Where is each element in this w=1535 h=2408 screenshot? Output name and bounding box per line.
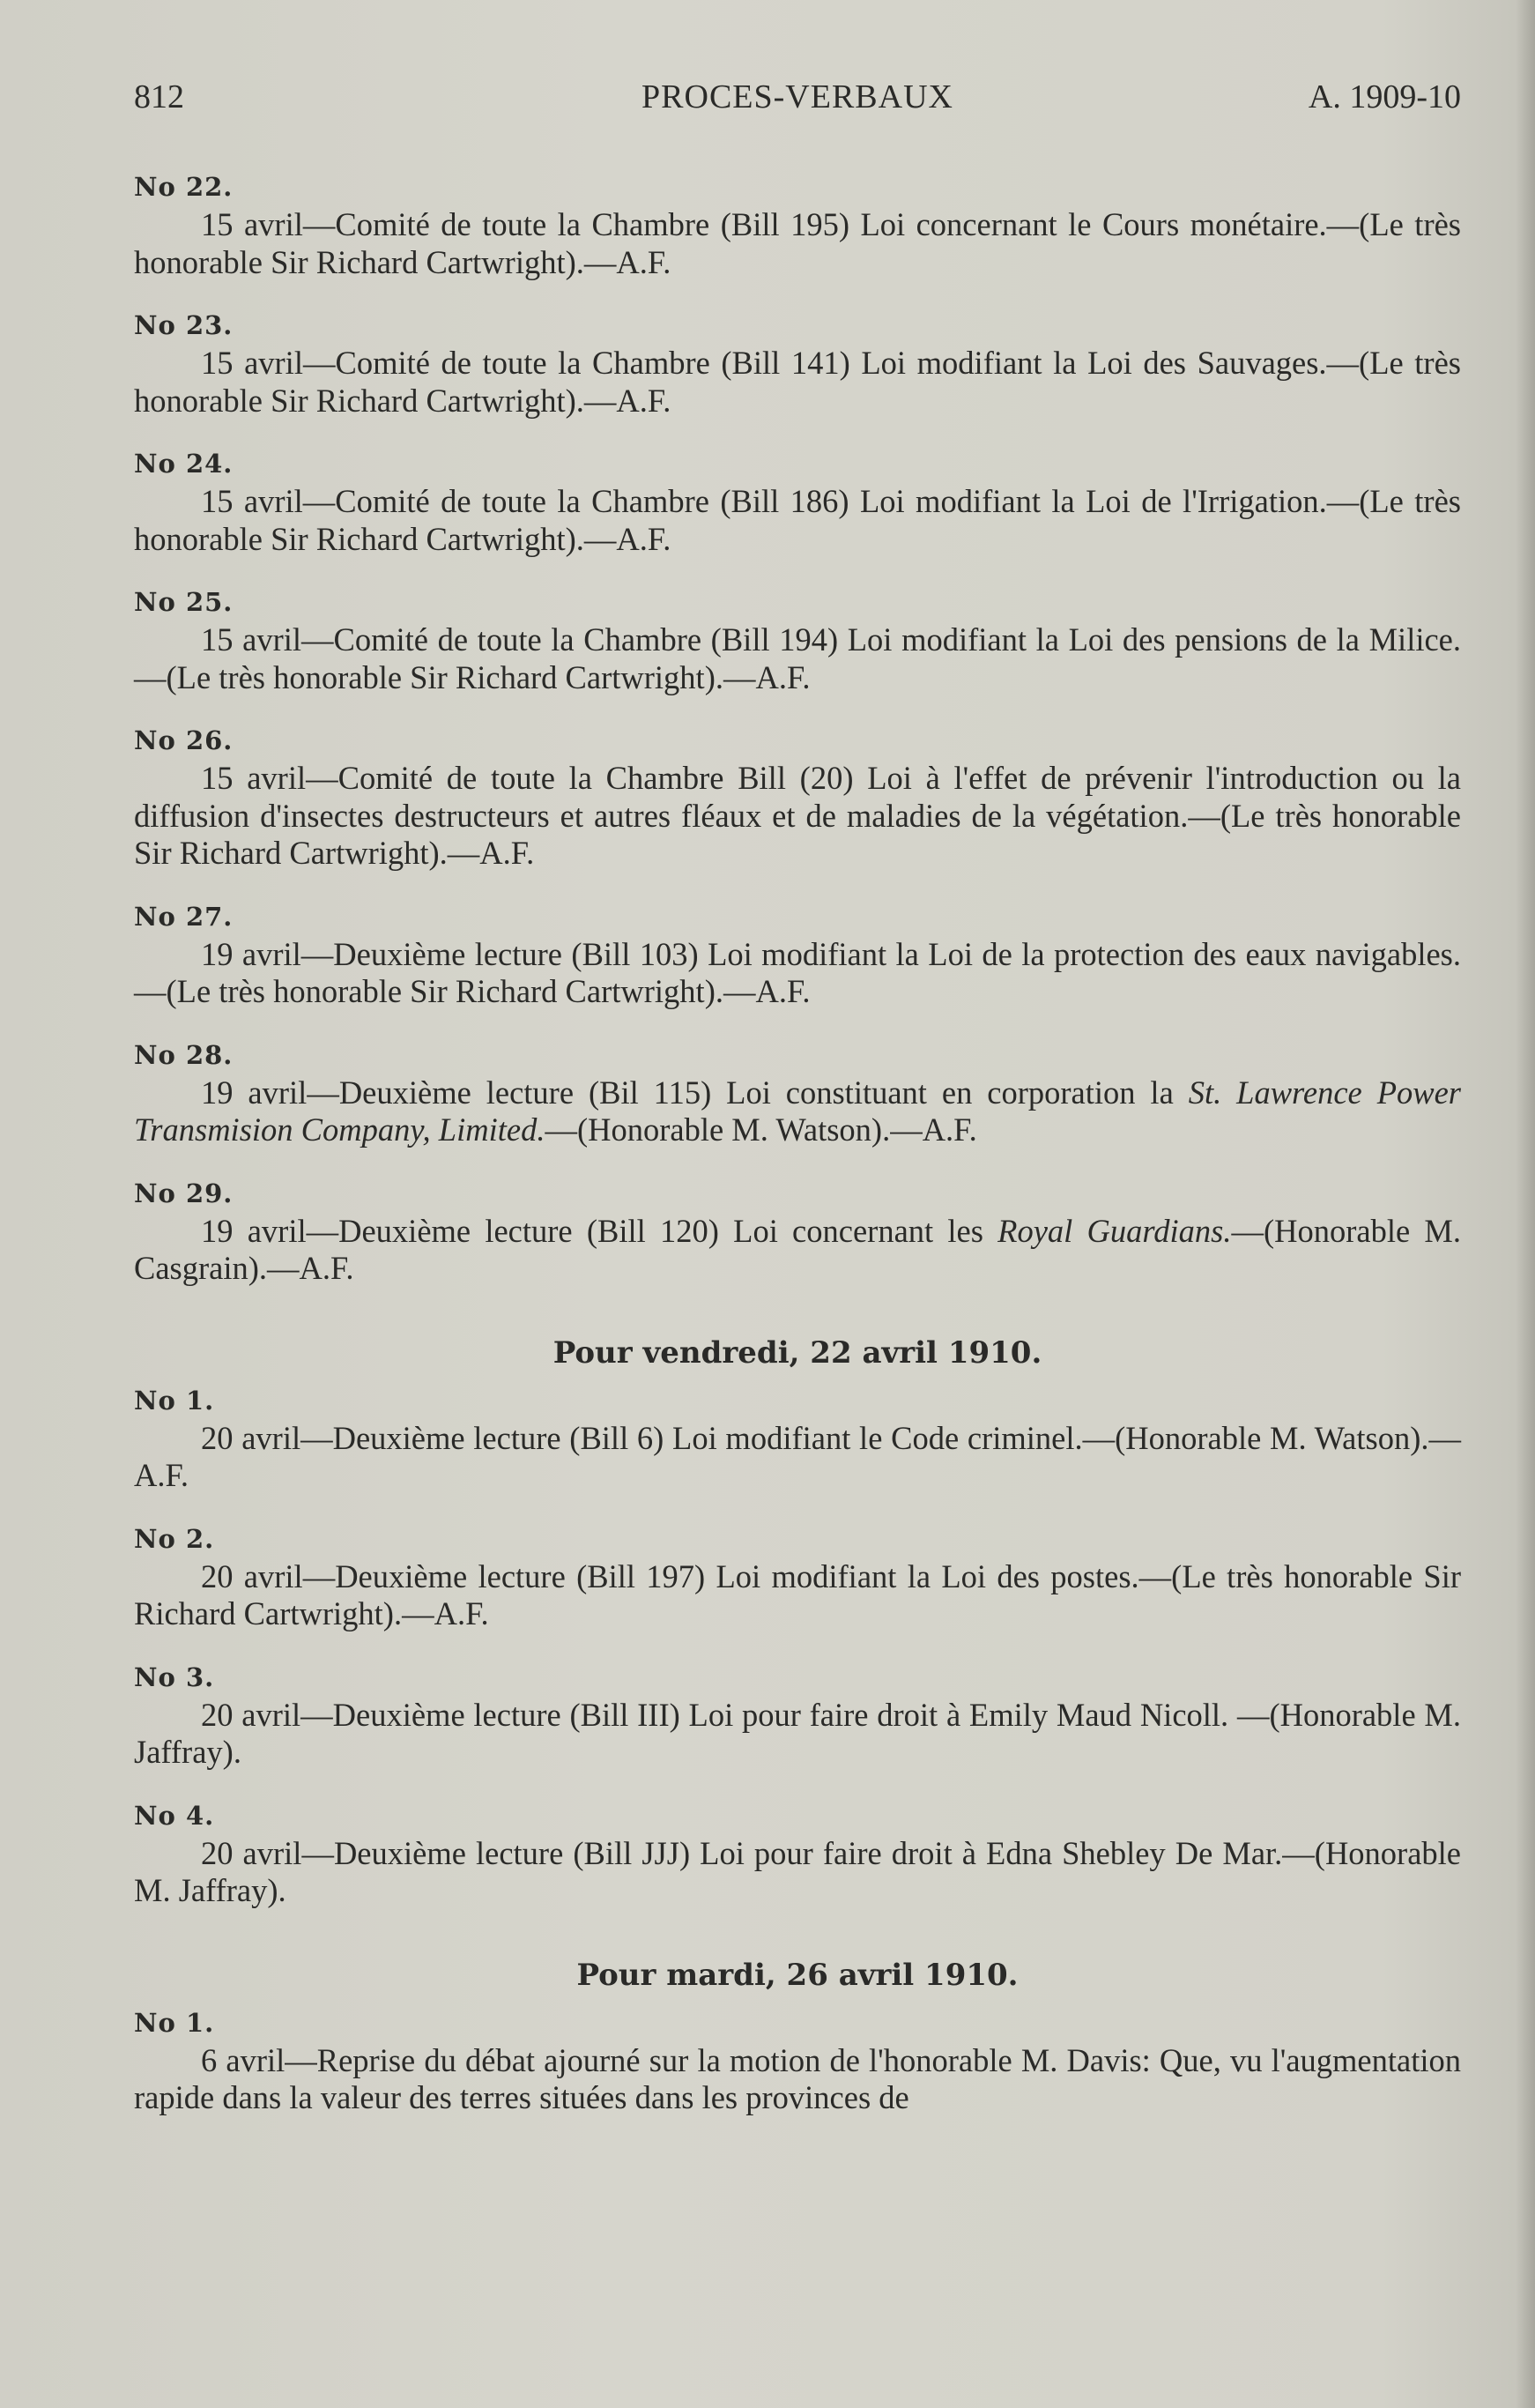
item-number: No 27. — [134, 901, 234, 932]
order-item — [134, 1520, 1461, 1633]
order-item — [134, 897, 1461, 1011]
order-item — [134, 444, 1461, 558]
item-number: No 23. — [134, 310, 234, 340]
order-item — [134, 1658, 1461, 1772]
order-item — [134, 1036, 1461, 1149]
running-title: PROCES-VERBAUX — [641, 78, 953, 115]
item-text: 6 avril—Reprise du débat ajourné sur la motion de l'honorable M. Davis: Que, vu l'augmentation rapide dans la valeur des terres situées dans les provinces de — [134, 2041, 1461, 2115]
page-number: 812 — [134, 78, 184, 115]
session-year: A. 1909-10 — [1308, 78, 1461, 115]
item-number: No 28. — [134, 1039, 234, 1070]
order-item — [134, 306, 1461, 420]
section-heading: Pour vendredi, 22 avril 1910. — [552, 1334, 1042, 1371]
item-number: No 22. — [134, 172, 234, 202]
item-text-tail: —(Honorable M. Watson).—A.F. — [545, 1111, 977, 1148]
item-text: 15 avril—Comité de toute la Chambre (Bill 194) Loi modifiant la Loi des pensions de la Milice.—(Le très honorable Sir Richard Cartwright).—A.F. — [134, 621, 1461, 695]
order-item — [134, 167, 1461, 281]
item-text: 15 avril—Comité de toute la Chambre (Bill 141) Loi modifiant la Loi des Sauvages.—(Le très honorable Sir Richard Cartwright).—A.F. — [134, 345, 1461, 419]
item-text-tail: —(Honorable M. Casgrain).—A.F. — [134, 1212, 1461, 1286]
order-item — [134, 1381, 1461, 1495]
item-text: 20 avril—Deuxième lecture (Bill 197) Loi modifiant la Loi des postes.—(Le très honorable Sir Richard Cartwright).—A.F. — [134, 1557, 1461, 1631]
item-text-lead: 19 avril—Deuxième lecture (Bill 120) Loi concernant les — [201, 1212, 998, 1249]
order-item — [134, 1796, 1461, 1910]
order-item — [134, 2003, 1461, 2117]
company-name: St. Lawrence Power Transmision Company, Limited. — [134, 1074, 1461, 1148]
item-text-lead: 19 avril—Deuxième lecture (Bil 115) Loi constituant en corporation la — [201, 1074, 1189, 1111]
page-header — [134, 78, 1461, 122]
item-text — [134, 1074, 1461, 1149]
item-number: No 4. — [134, 1800, 215, 1831]
item-number: No 29. — [134, 1178, 234, 1208]
item-text: 15 avril—Comité de toute la Chambre (Bill 186) Loi modifiant la Loi de l'Irrigation.—(Le très honorable Sir Richard Cartwright).—A.F. — [134, 483, 1461, 557]
item-number: No 2. — [134, 1523, 215, 1554]
item-number: No 1. — [134, 2007, 215, 2038]
order-item — [134, 583, 1461, 696]
item-number: No 1. — [134, 1385, 215, 1416]
section-heading: Pour mardi, 26 avril 1910. — [576, 1957, 1019, 1993]
item-text: 20 avril—Deuxième lecture (Bill 6) Loi modifiant le Code criminel.—(Honorable M. Watson).—A.F. — [134, 1419, 1461, 1493]
item-text: 20 avril—Deuxième lecture (Bill JJJ) Loi pour faire droit à Edna Shebley De Mar.—(Honorable M. Jaffray). — [134, 1834, 1461, 1908]
item-text: 15 avril—Comité de toute la Chambre (Bill 195) Loi concernant le Cours monétaire.—(Le très honorable Sir Richard Cartwright).—A.F. — [134, 206, 1461, 280]
item-text: 15 avril—Comité de toute la Chambre Bill (20) Loi à l'effet de prévenir l'introduction ou la diffusion d'insectes destructeurs et autres fléaux et de maladies de la végétation.—(Le très honorable Sir Richard Cartwright).—A.F. — [134, 760, 1461, 871]
item-text — [134, 1213, 1461, 1288]
item-number: No 3. — [134, 1661, 215, 1692]
item-number: No 25. — [134, 587, 234, 617]
document-body — [134, 167, 1461, 2142]
order-item — [134, 721, 1461, 873]
item-number: No 24. — [134, 449, 234, 479]
page-edge-shadow — [1516, 0, 1535, 2408]
item-text: 19 avril—Deuxième lecture (Bill 103) Loi modifiant la Loi de la protection des eaux navigables.—(Le très honorable Sir Richard Cartwright).—A.F. — [134, 935, 1461, 1009]
item-number: No 26. — [134, 725, 234, 755]
organization-name: Royal Guardians. — [997, 1212, 1232, 1249]
order-item — [134, 1174, 1461, 1288]
item-text: 20 avril—Deuxième lecture (Bill III) Loi pour faire droit à Emily Maud Nicoll. —(Honorable M. Jaffray). — [134, 1696, 1461, 1770]
